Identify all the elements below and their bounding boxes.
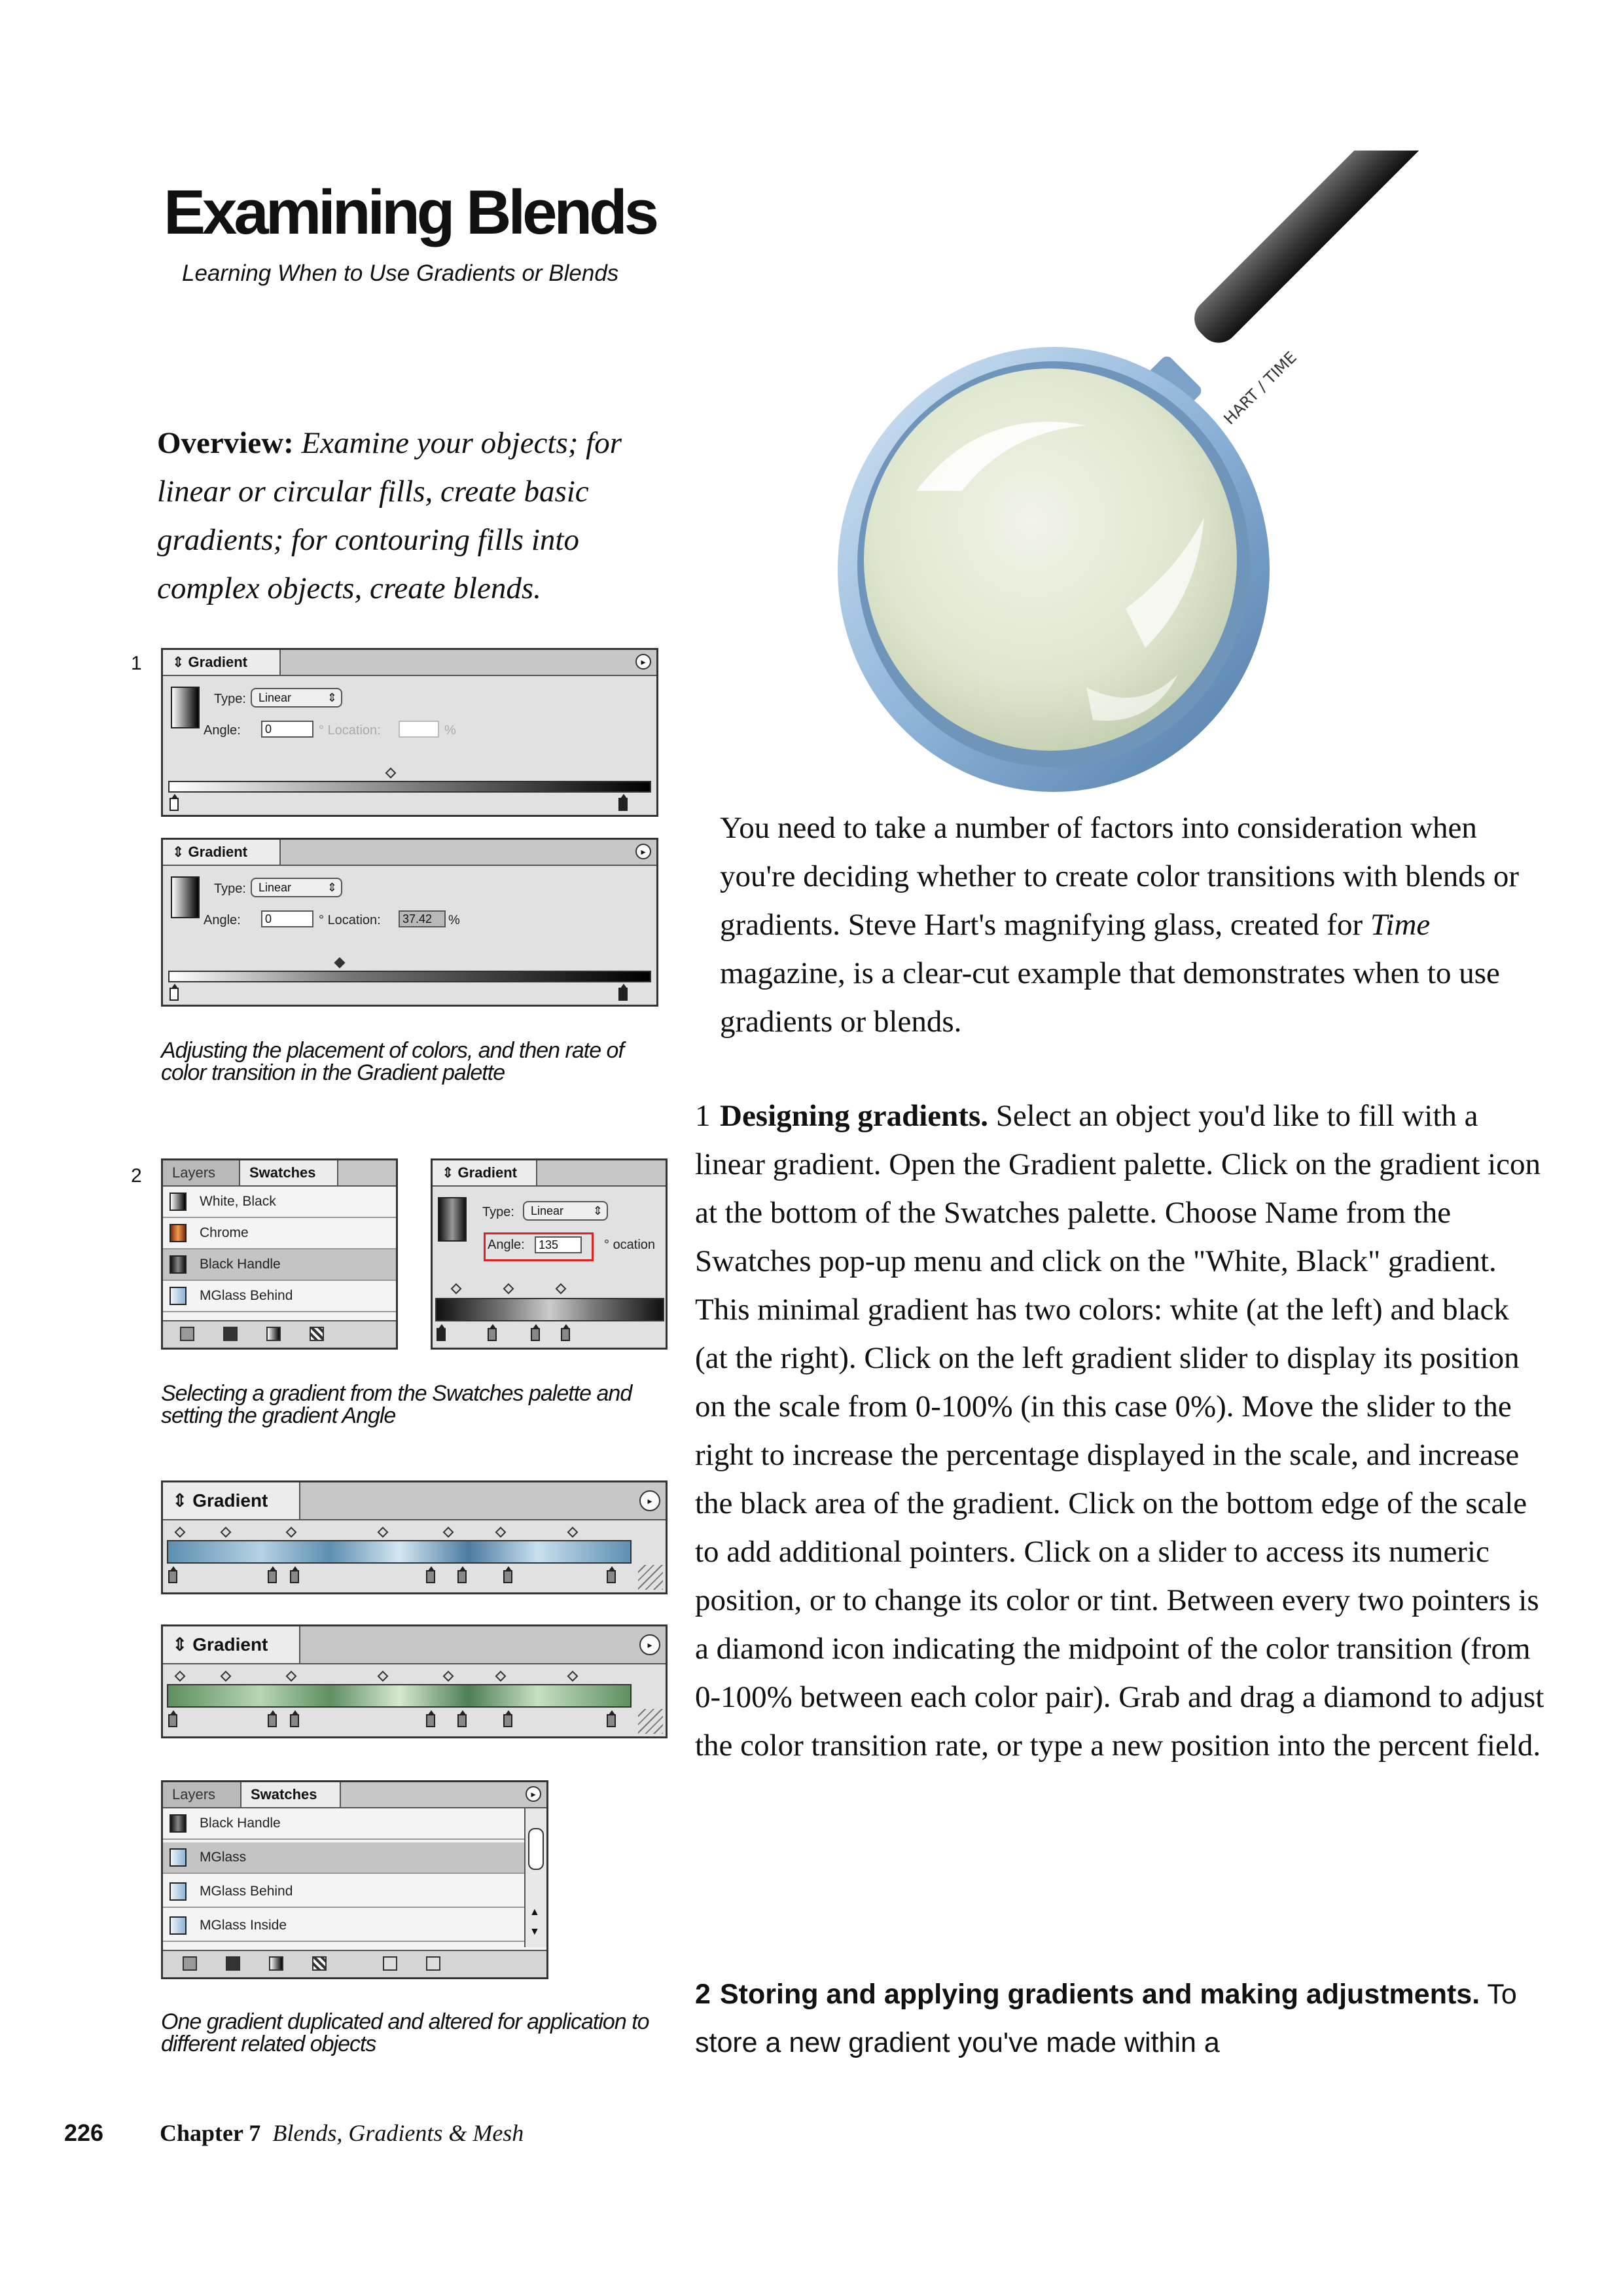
gradient-ramp[interactable] (168, 971, 651, 982)
chapter-label: Chapter 7 (160, 2120, 261, 2146)
gradient-palette (161, 838, 658, 1007)
swatch-row[interactable]: Black Handle (163, 1249, 396, 1281)
midpoint-diamond[interactable] (495, 1671, 507, 1682)
show-all-swatches-icon[interactable] (180, 1327, 194, 1341)
illustration-credit: HART / TIME (1220, 348, 1300, 429)
swatch-row[interactable]: MGlass (163, 1842, 524, 1874)
midpoint-diamond[interactable] (175, 1671, 186, 1682)
midpoint-diamond[interactable] (221, 1671, 232, 1682)
step-number: 2 (695, 1979, 711, 2010)
type-select[interactable]: Linear ⇕ (523, 1201, 608, 1221)
swatch-row[interactable]: MGlass Behind (163, 1281, 396, 1312)
type-select[interactable]: Linear ⇕ (251, 688, 342, 708)
gradient-stop[interactable] (290, 1570, 299, 1583)
gradient-palette (431, 1158, 668, 1350)
gradient-stop[interactable] (561, 1328, 570, 1341)
gradient-stop[interactable] (607, 1570, 616, 1583)
palette-menu-button[interactable]: ▸ (639, 1634, 660, 1655)
swatch-chip (169, 1814, 187, 1833)
angle-label: Angle: (204, 723, 241, 738)
page-subtitle: Learning When to Use Gradients or Blends (182, 260, 619, 286)
step-heading: Storing and applying gradients and making adjustments. (720, 1979, 1480, 2010)
show-color-swatches-icon[interactable] (226, 1956, 240, 1971)
location-label: ° ocation (604, 1238, 656, 1252)
percent-label: % (448, 913, 460, 927)
swatch-row[interactable]: MGlass Behind (163, 1876, 524, 1908)
gradient-stop[interactable] (268, 1714, 277, 1727)
figure-caption: Adjusting the placement of colors, and then rate of color transition in the Gradient palette (161, 1038, 624, 1085)
resize-grip[interactable] (638, 1565, 663, 1590)
angle-label: Angle: (488, 1238, 525, 1252)
page-title: Examining Blends (164, 177, 656, 247)
show-gradient-swatches-icon[interactable] (269, 1956, 283, 1971)
percent-label: % (444, 723, 456, 738)
midpoint-diamond[interactable] (378, 1671, 389, 1682)
figure-caption: One gradient duplicated and altered for application to different related objects (161, 2009, 649, 2056)
figure-number: 1 (131, 653, 142, 674)
location-input[interactable] (399, 721, 439, 738)
gradient-stop[interactable] (426, 1714, 435, 1727)
gradient-preview (171, 876, 200, 918)
swatches-toolbar (163, 1320, 396, 1348)
handle (1186, 151, 1420, 351)
overview-text: Examine your objects; for linear or circular fills, create basic gradients; for contouring fills into complex objects, create blends. (157, 426, 622, 605)
step-storing-gradients (695, 1970, 1546, 2067)
location-input[interactable]: 37.42 (399, 910, 446, 927)
stepper-icon: ⇕ (327, 881, 337, 894)
gradient-ramp[interactable] (167, 1540, 632, 1564)
swatches-toolbar (163, 1950, 546, 1977)
magnifying-glass-illustration (812, 151, 1420, 838)
stepper-icon: ⇕ (172, 654, 188, 670)
swatch-chip (169, 1882, 187, 1901)
running-footer (160, 2119, 524, 2147)
midpoint-diamond[interactable] (567, 1671, 579, 1682)
midpoint-diamond[interactable] (443, 1671, 454, 1682)
stepper-icon: ⇕ (172, 844, 188, 860)
tab-layers[interactable]: Layers (163, 1160, 240, 1185)
stepper-icon: ⇕ (172, 1634, 193, 1655)
swatch-row[interactable]: Chrome (163, 1218, 396, 1249)
show-all-swatches-icon[interactable] (183, 1956, 197, 1971)
type-label: Type: (214, 882, 246, 896)
gradient-stop-left[interactable] (169, 988, 179, 1001)
gradient-ramp[interactable] (168, 781, 651, 793)
swatch-row[interactable]: White, Black (163, 1187, 396, 1218)
midpoint-diamond[interactable] (503, 1283, 514, 1295)
gradient-stop[interactable] (268, 1570, 277, 1583)
midpoint-diamond[interactable] (556, 1283, 567, 1295)
gradient-stop[interactable] (426, 1570, 435, 1583)
figure-caption: Selecting a gradient from the Swatches palette and setting the gradient Angle (161, 1381, 632, 1428)
midpoint-diamond[interactable] (378, 1527, 389, 1538)
tab-gradient[interactable]: ⇕ Gradient (433, 1160, 537, 1185)
midpoint-diamond[interactable] (495, 1527, 507, 1538)
type-label: Type: (482, 1205, 514, 1219)
show-pattern-swatches-icon[interactable] (312, 1956, 327, 1971)
gradient-stop[interactable] (168, 1570, 177, 1583)
angle-label: Angle: (204, 913, 241, 927)
location-label: ° Location: (319, 913, 381, 927)
step-text: To store a new gradient you've made within a (695, 1979, 1517, 2058)
angle-input[interactable]: 0 (261, 910, 313, 927)
gradient-stop[interactable] (457, 1714, 467, 1727)
show-gradient-swatches-icon[interactable] (266, 1327, 281, 1341)
tab-gradient[interactable]: ⇕ Gradient (163, 1626, 300, 1663)
step-heading: Designing gradients. (720, 1099, 988, 1133)
tab-gradient[interactable]: ⇕ Gradient (163, 840, 281, 865)
palette-menu-button[interactable]: ▸ (635, 844, 651, 859)
tab-swatches[interactable]: Swatches (240, 1160, 338, 1185)
tab-swatches[interactable]: Swatches (241, 1782, 341, 1807)
midpoint-diamond[interactable] (451, 1283, 462, 1295)
tab-gradient[interactable]: ⇕ Gradient (163, 1482, 300, 1519)
palette-menu-button[interactable]: ▸ (526, 1786, 541, 1802)
midpoint-diamond[interactable] (286, 1671, 297, 1682)
swatches-palette (161, 1780, 548, 1979)
gradient-palette (161, 1480, 668, 1594)
gradient-preview (438, 1197, 467, 1242)
intro-paragraph: You need to take a number of factors into consideration when you're deciding whether to create color transitions with blends or gradients. Steve Hart's magnifying glass, created for Time magazine, is a clear-cut example that demonstrates when to use gradients or blends. (720, 811, 1519, 1039)
swatch-chip (169, 1193, 187, 1211)
show-pattern-swatches-icon[interactable] (310, 1327, 324, 1341)
scroll-thumb[interactable] (528, 1828, 544, 1870)
step-number: 1 (695, 1099, 711, 1133)
swatch-row[interactable]: MGlass Inside (163, 1910, 524, 1942)
scrollbar[interactable] (524, 1808, 546, 1947)
swatch-chip (169, 1916, 187, 1935)
palette-menu-button[interactable]: ▸ (639, 1490, 660, 1511)
gradient-stop[interactable] (437, 1328, 446, 1341)
gradient-ramp[interactable] (167, 1684, 632, 1708)
scroll-down-icon[interactable]: ▼ (529, 1926, 540, 1937)
swatch-chip (169, 1287, 187, 1305)
gradient-stop[interactable] (607, 1714, 616, 1727)
page-number: 226 (64, 2119, 104, 2146)
angle-input[interactable]: 0 (261, 721, 313, 738)
type-select[interactable]: Linear ⇕ (251, 878, 342, 897)
stepper-icon: ⇕ (172, 1490, 193, 1511)
gradient-palette (161, 648, 658, 817)
gradient-stop[interactable] (457, 1570, 467, 1583)
overview (157, 419, 674, 613)
gradient-stop[interactable] (531, 1328, 540, 1341)
midpoint-diamond[interactable] (175, 1527, 186, 1538)
new-swatch-icon[interactable] (383, 1956, 397, 1971)
midpoint-diamond[interactable] (443, 1527, 454, 1538)
resize-grip[interactable] (638, 1709, 663, 1734)
trash-icon[interactable] (426, 1956, 440, 1971)
midpoint-diamond[interactable] (221, 1527, 232, 1538)
step-designing-gradients (695, 1092, 1546, 1770)
tab-gradient[interactable]: ⇕ Gradient (163, 650, 281, 675)
gradient-stop-left[interactable] (169, 798, 179, 811)
scroll-up-icon[interactable]: ▲ (529, 1907, 540, 1918)
angle-input[interactable]: 135 (535, 1236, 582, 1253)
gradient-ramp[interactable] (435, 1298, 664, 1321)
midpoint-diamond[interactable] (334, 958, 346, 969)
swatches-palette (161, 1158, 398, 1350)
swatch-chip (169, 1255, 187, 1274)
gradient-stop[interactable] (290, 1714, 299, 1727)
gradient-stop[interactable] (488, 1328, 497, 1341)
midpoint-diamond[interactable] (567, 1527, 579, 1538)
gradient-stop-right[interactable] (618, 988, 628, 1001)
gradient-stop-right[interactable] (618, 798, 628, 811)
chapter-title: Blends, Gradients & Mesh (272, 2120, 524, 2146)
tab-layers[interactable]: Layers (163, 1782, 241, 1807)
palette-menu-button[interactable]: ▸ (635, 654, 651, 670)
figure-number: 2 (131, 1165, 142, 1187)
location-label: ° Location: (319, 723, 381, 738)
midpoint-diamond[interactable] (385, 768, 397, 779)
stepper-icon: ⇕ (592, 1204, 603, 1217)
stepper-icon: ⇕ (442, 1164, 458, 1181)
overview-label: Overview: (157, 426, 294, 460)
midpoint-diamond[interactable] (286, 1527, 297, 1538)
swatch-chip (169, 1848, 187, 1867)
gradient-stop[interactable] (503, 1570, 512, 1583)
type-label: Type: (214, 692, 246, 706)
gradient-stop[interactable] (503, 1714, 512, 1727)
step-text: Select an object you'd like to fill with a linear gradient. Open the Gradient palette. Click on the gradient icon at the bottom of the Swatches palette. Choose Name from the Swatches pop-up menu and click on the "White, Black" gradient. This minimal gradient has two colors: white (at the left) and black (at the right). Click on the left gradient slider to display its position on the scale from 0-100% (in this case 0%). Move the slider to the right to increase the percentage displayed in the scale, and increase the black area of the gradient. Click on the bottom edge of the scale to add additional pointers. Click on a slider to access its numeric position, or to change its color or tint. Between every two pointers is a diamond icon indicating the midpoint of the color transition (from 0-100% between each color pair). Grab and drag a diamond to adjust the color transition rate, or type a new position into the percent field. (695, 1099, 1544, 1763)
gradient-stop[interactable] (168, 1714, 177, 1727)
swatch-row[interactable]: Black Handle (163, 1808, 524, 1840)
stepper-icon: ⇕ (327, 691, 337, 704)
gradient-palette (161, 1624, 668, 1738)
show-color-swatches-icon[interactable] (223, 1327, 238, 1341)
gradient-preview (171, 687, 200, 728)
swatch-chip (169, 1224, 187, 1242)
